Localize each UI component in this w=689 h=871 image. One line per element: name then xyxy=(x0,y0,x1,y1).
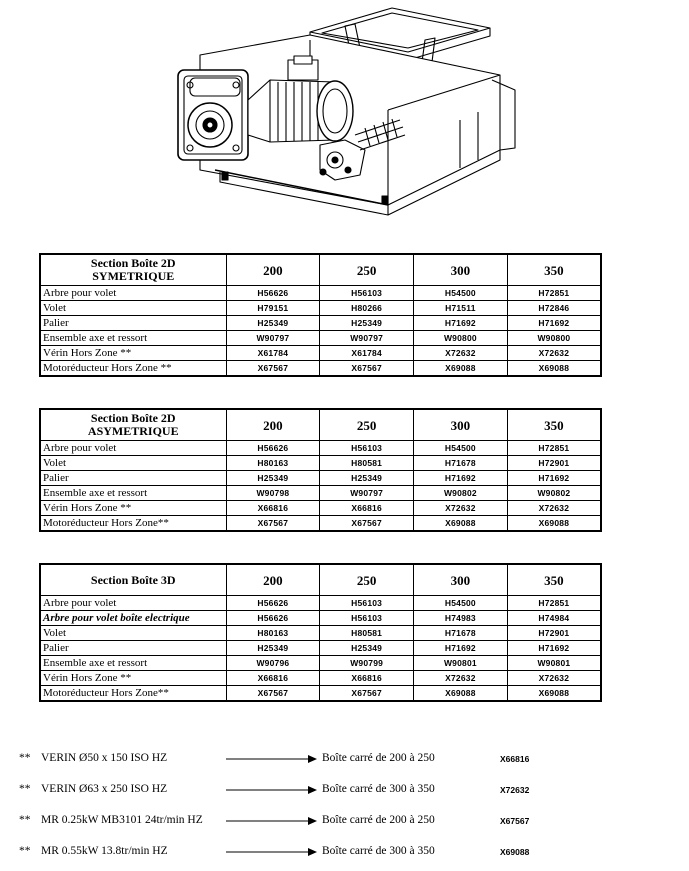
arrow-right-icon xyxy=(226,752,318,766)
table-header-section: Section Boîte 2D ASYMETRIQUE xyxy=(40,409,226,441)
table-row: Ensemble axe et ressort W90796 W90799 W90801 W90801 xyxy=(40,656,601,671)
table-row: Ensemble axe et ressort W90798 W90797 W90802 W90802 xyxy=(40,486,601,501)
size-header: 300 xyxy=(414,409,508,441)
table-row: Palier H25349 H25349 H71692 H71692 xyxy=(40,641,601,656)
table-row: Vérin Hors Zone ** X66816 X66816 X72632 X72632 xyxy=(40,671,601,686)
table-header-section: Section Boîte 2D SYMETRIQUE xyxy=(40,254,226,286)
table-row: Palier H25349 H25349 H71692 H71692 xyxy=(40,316,601,331)
size-header: 200 xyxy=(226,409,320,441)
size-header: 350 xyxy=(507,564,601,596)
table-2d-asymetrique xyxy=(39,408,602,532)
table-row: Vérin Hors Zone ** X61784 X61784 X72632 X72632 xyxy=(40,346,601,361)
size-header: 350 xyxy=(507,409,601,441)
table-2d-symetrique xyxy=(39,253,602,377)
table-row: Arbre pour volet H56626 H56103 H54500 H72851 xyxy=(40,596,601,611)
table-row: Volet H80163 H80581 H71678 H72901 xyxy=(40,456,601,471)
size-header: 250 xyxy=(320,254,414,286)
table-header-section: Section Boîte 3D xyxy=(40,564,226,596)
footnote-row: ** MR 0.25kW MB3101 24tr/min HZ Boîte carré de 200 à 250 X67567 xyxy=(19,814,530,826)
arrow-right-icon xyxy=(226,783,318,797)
table-row: Volet H79151 H80266 H71511 H72846 xyxy=(40,301,601,316)
footnote-row: ** MR 0.55kW 13.8tr/min HZ Boîte carré de 300 à 350 X69088 xyxy=(19,845,530,857)
size-header: 300 xyxy=(414,254,508,286)
table-row: Arbre pour volet H56626 H56103 H54500 H72851 xyxy=(40,286,601,301)
product-drawing xyxy=(160,0,540,220)
table-row: Motoréducteur Hors Zone** X67567 X67567 X69088 X69088 xyxy=(40,516,601,532)
table-3d xyxy=(39,563,602,702)
footnote-row: ** VERIN Ø50 x 150 ISO HZ Boîte carré de 200 à 250 X66816 xyxy=(19,752,530,764)
table-row: Palier H25349 H25349 H71692 H71692 xyxy=(40,471,601,486)
size-header: 250 xyxy=(320,564,414,596)
table-row: Volet H80163 H80581 H71678 H72901 xyxy=(40,626,601,641)
arrow-right-icon xyxy=(226,845,318,859)
table-row: Arbre pour volet H56626 H56103 H54500 H72851 xyxy=(40,441,601,456)
size-header: 200 xyxy=(226,564,320,596)
size-header: 350 xyxy=(507,254,601,286)
table-row: Motoréducteur Hors Zone ** X67567 X67567 X69088 X69088 xyxy=(40,361,601,377)
table-row: Arbre pour volet boîte electrique H56626 H56103 H74983 H74984 xyxy=(40,611,601,626)
arrow-right-icon xyxy=(226,814,318,828)
table-row: Vérin Hors Zone ** X66816 X66816 X72632 X72632 xyxy=(40,501,601,516)
size-header: 200 xyxy=(226,254,320,286)
table-row: Ensemble axe et ressort W90797 W90797 W90800 W90800 xyxy=(40,331,601,346)
size-header: 300 xyxy=(414,564,508,596)
table-row: Motoréducteur Hors Zone** X67567 X67567 X69088 X69088 xyxy=(40,686,601,702)
size-header: 250 xyxy=(320,409,414,441)
footnote-row: ** VERIN Ø63 x 250 ISO HZ Boîte carré de 300 à 350 X72632 xyxy=(19,783,530,795)
